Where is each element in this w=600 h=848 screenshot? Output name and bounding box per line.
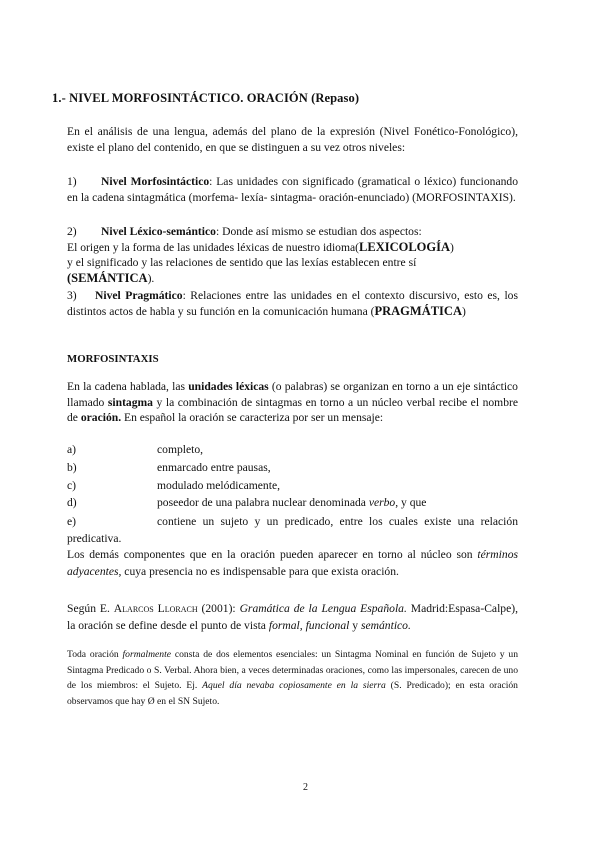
others-italic: términos adyacentes, [67, 548, 518, 578]
morfo-text-3: y la combinación de sintagmas en torno a un núcleo verbal recibe el nombre de [67, 395, 518, 424]
note-text-2: consta de dos elementos esenciales: un Sintagma Nominal en función de Sujeto y un Sintagma Predicado o S. Verbal. Ahora bien, a veces determinadas oraciones, como las impersonales, carecen de uno de los miembros: el Sujeto. Ej. [67, 649, 518, 692]
adyacentes-paragraph [67, 546, 518, 580]
morfo-bold-sintagma: sintagma [107, 395, 153, 409]
others-text-1: Los demás componentes que en la oración pueden aparecer en torno al núcleo son [67, 548, 478, 561]
list-item [67, 443, 203, 456]
citation-italic-3: semántico. [360, 619, 411, 632]
morfo-text-4: En español la oración se caracteriza por ser un mensaje: [121, 411, 384, 424]
list-item-text: modulado melódicamente, [157, 479, 280, 492]
list-item-label: d) [67, 496, 77, 509]
list-item-after: , y que [395, 496, 427, 509]
level-2-line-2c: ) [450, 240, 454, 254]
list-item-text: enmarcado entre pausas, [157, 461, 271, 474]
citation-text-3: Madrid:Espasa-Calpe), la oración se define desde el punto de vista [67, 602, 518, 632]
level-3-text: : Relaciones entre las unidades en el contexto discursivo, esto es, los distintos actos de habla y su función en la comunicación humana ( [67, 289, 518, 318]
list-item-text: poseedor de una palabra nuclear denominada [157, 496, 369, 509]
level-3-num: 3) [67, 289, 77, 302]
level-1-text: : Las unidades con significado (gramatical o léxico) [209, 175, 457, 188]
level-1-title: Nivel Morfosintáctico [101, 175, 210, 188]
list-item-label: e) [67, 515, 77, 528]
list-item-label: b) [67, 461, 77, 474]
citation-italic-2: formal, funcional [268, 619, 350, 632]
note-text-3: (S. Predicado); en esta oración observamos que hay Ø en el SN Sujeto. [67, 680, 518, 707]
level-3 [67, 288, 518, 319]
level-2-title: Nivel Léxico-semántico [101, 225, 216, 238]
intro-paragraph: En el análisis de una lengua, además del plano de la expresión (Nivel Fonético-Fonológico), existe el plano del contenido, en que se distinguen a su vez otros niveles: [67, 125, 518, 154]
citation-text-4: y [349, 619, 361, 632]
level-2 [67, 224, 518, 286]
list-item-italic: verbo [368, 496, 396, 509]
semantica-term: (SEMÁNTICA [67, 270, 148, 285]
list-item-label: c) [67, 479, 77, 492]
level-2-num: 2) [67, 225, 77, 238]
note-italic-2: Aquel día nevaba copiosamente en la sierra [202, 680, 386, 692]
list-item-text: contiene un sujeto y un predicado, entre los cuales existe una relación predicativa. [67, 515, 518, 545]
morfo-text-1: En la cadena hablada, las [67, 380, 189, 393]
level-1-text-2: funcionando en la cadena sintagmática (morfema- lexía- sintagma- oración-enunciado) (MORFOSINTAXIS). [67, 175, 518, 204]
citation-book-title: Gramática de la Lengua Española. [239, 602, 407, 615]
citation-author: Alarcos Llorach [113, 602, 198, 615]
pragmatica-term: PRAGMÁTICA [374, 303, 462, 318]
list-item [67, 496, 426, 509]
note-text-1: Toda oración [67, 649, 123, 660]
note-italic-1: formalmente [122, 649, 172, 660]
level-2-text: : Donde así mismo se estudian dos aspectos: [215, 225, 422, 238]
morfosintaxis-paragraph [67, 379, 518, 426]
citation-paragraph [67, 600, 518, 634]
list-item [67, 461, 271, 474]
page-number: 2 [303, 782, 308, 793]
list-item [67, 479, 280, 492]
list-item-label: a) [67, 443, 77, 456]
list-item [67, 513, 518, 547]
page-title: 1.- NIVEL MORFOSINTÁCTICO. ORACIÓN (Repaso) [52, 91, 360, 105]
lexicologia-term: LEXICOLOGÍA [359, 239, 451, 254]
level-1 [67, 174, 518, 205]
level-1-num: 1) [67, 175, 77, 188]
level-3-title: Nivel Pragmático [95, 289, 183, 302]
level-3-text-2: ) [461, 304, 466, 318]
morfo-bold-oracion: oración. [80, 411, 122, 424]
level-2-line-4b: ). [147, 271, 155, 285]
section-title: MORFOSINTAXIS [67, 353, 159, 365]
morfo-text-2: (o palabras) se organizan en torno a un eje sintáctico llamado [67, 380, 518, 409]
citation-text-1: Según E. [67, 602, 114, 615]
level-2-line-3: y el significado y las relaciones de sentido que las lexías establecen entre sí [67, 256, 417, 269]
morfo-bold-unidades: unidades léxicas [188, 380, 269, 393]
level-2-line-2a: El origen y la forma de las unidades léxicas de nuestro idioma( [67, 240, 360, 254]
citation-text-2: (2001): [197, 602, 240, 615]
note-paragraph [67, 647, 518, 709]
others-text-2: cuya presencia no es indispensable para que exista oración. [121, 565, 399, 578]
list-item-text: completo, [157, 443, 204, 456]
